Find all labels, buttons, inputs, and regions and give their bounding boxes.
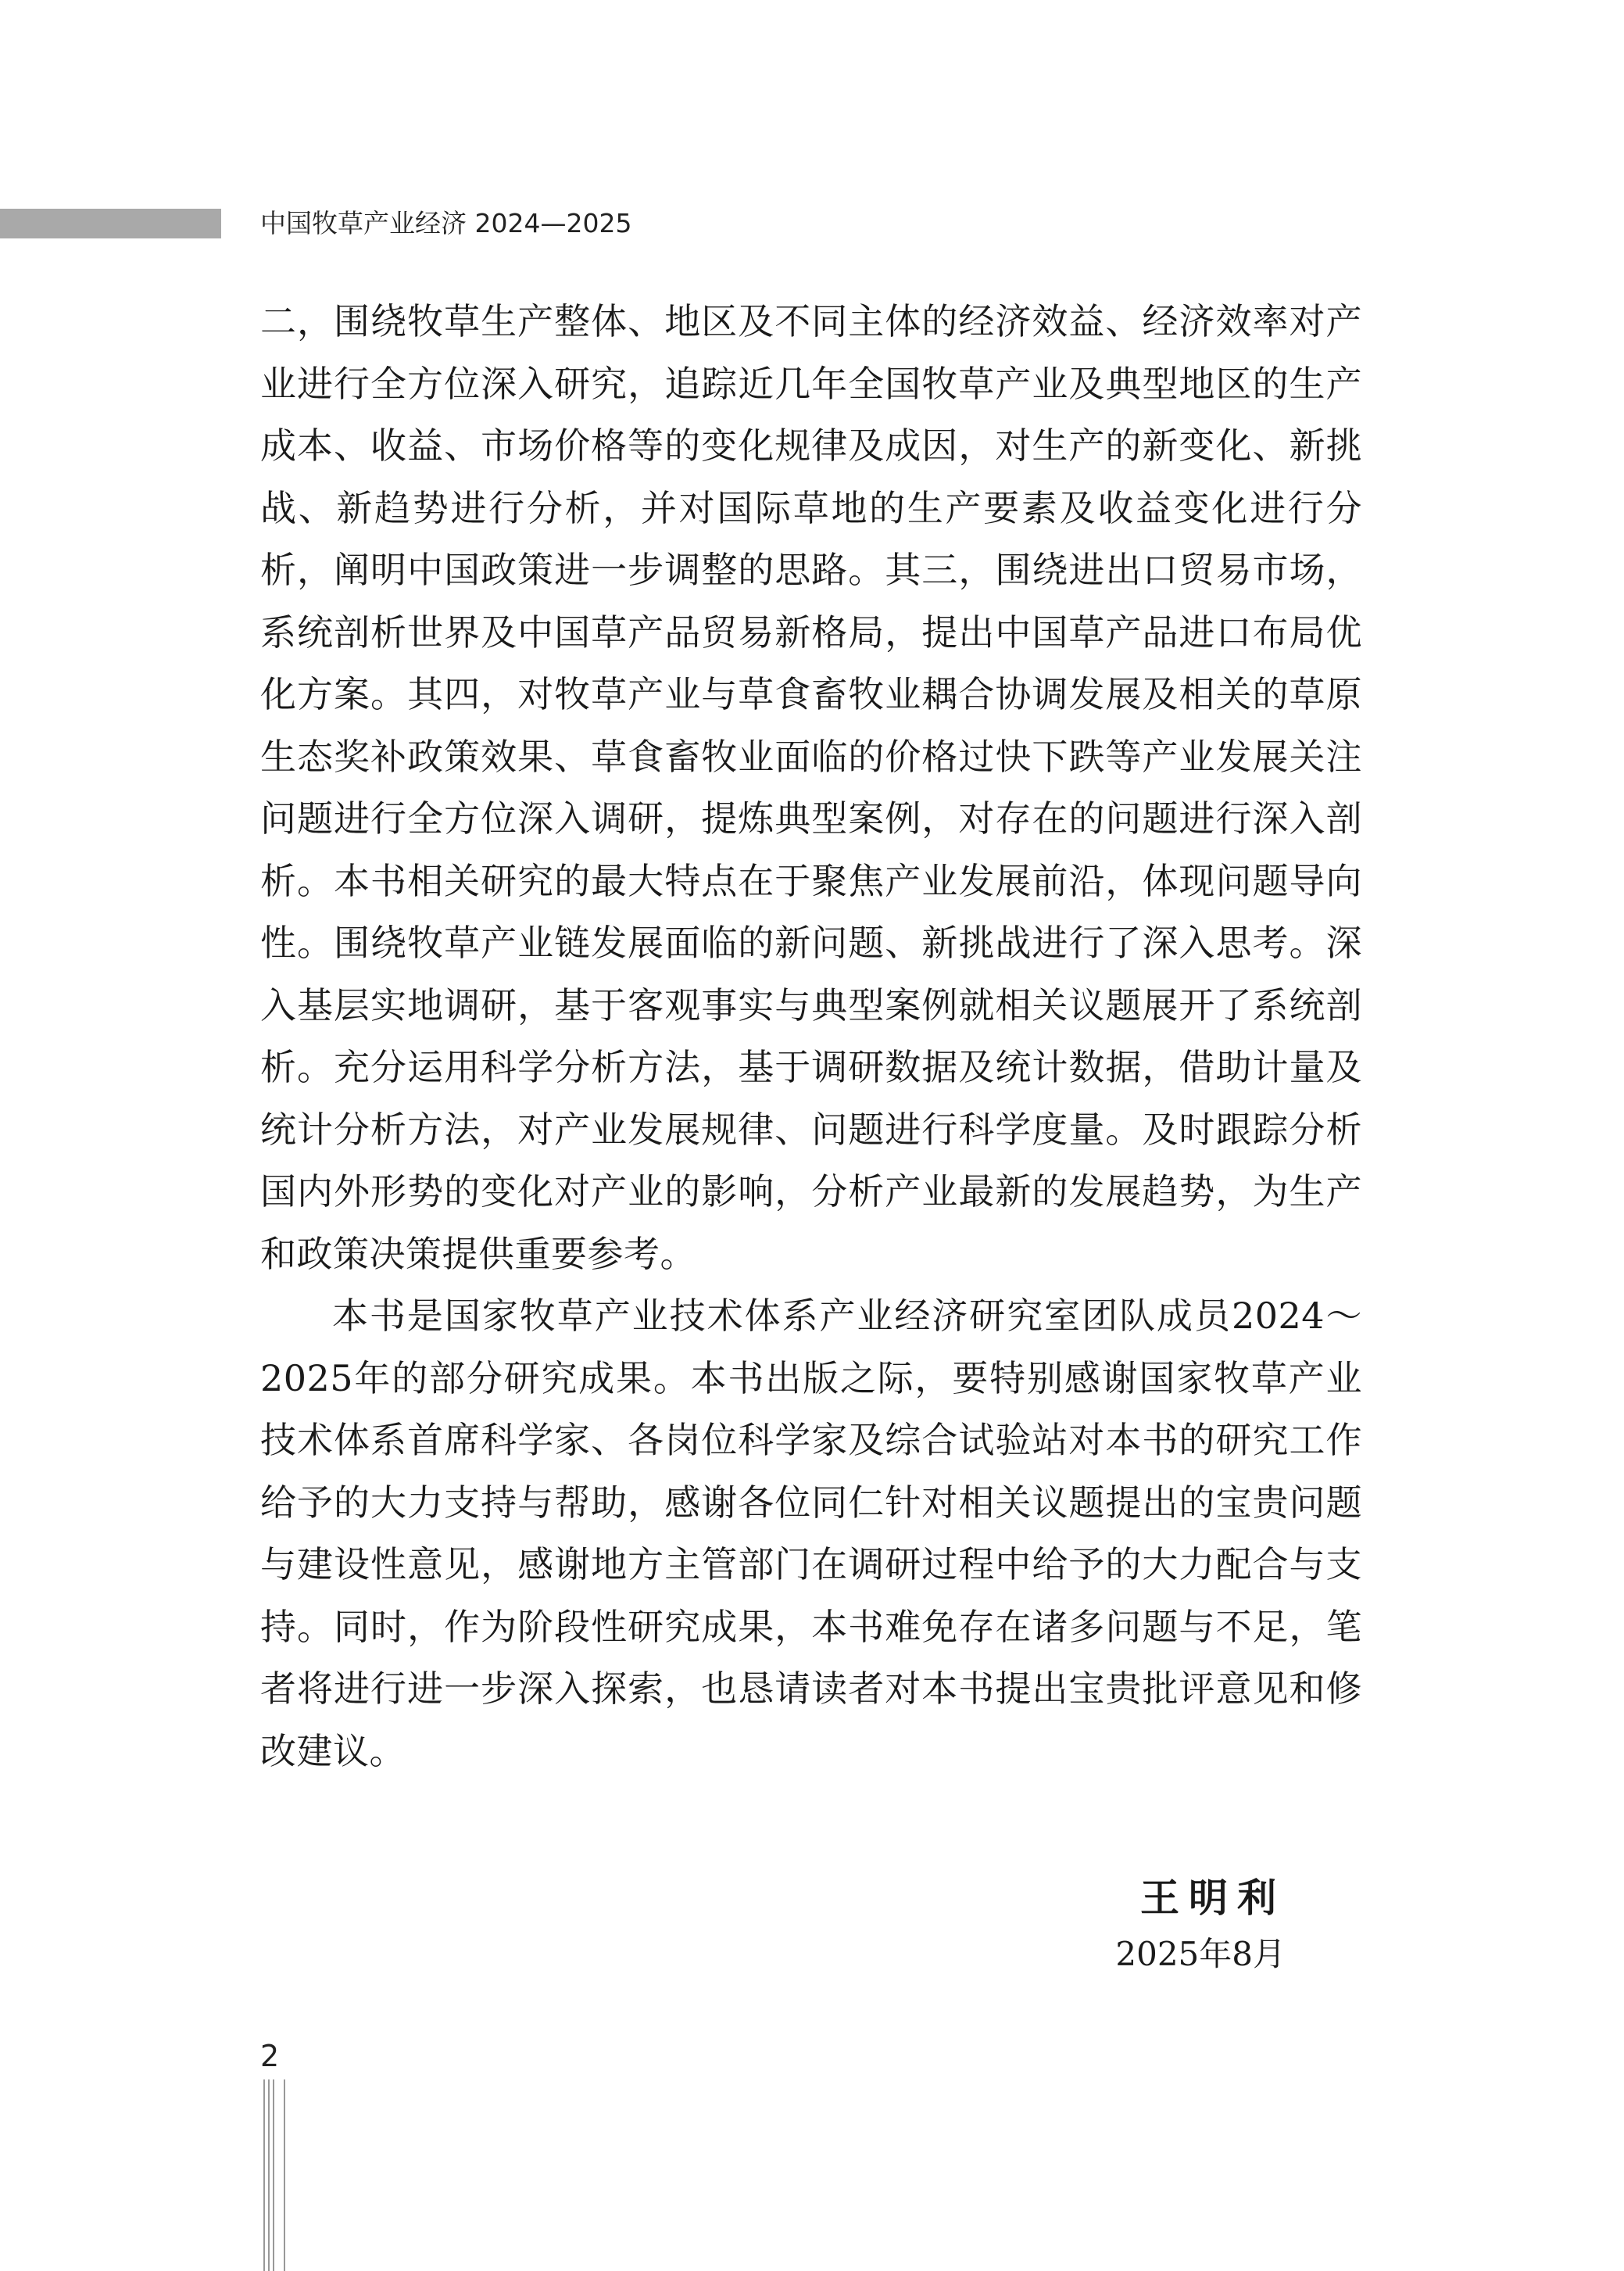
body-text <box>260 291 1362 1782</box>
paragraph-acknowledgement: 本书是国家牧草产业技术体系产业经济研究室团队成员2024～2025年的部分研究成果。本书出版之际，要特别感谢国家牧草产业技术体系首席科学家、各岗位科学家及综合试验站对本书的研究工作给予的大力支持与帮助，感谢各位同仁针对相关议题提出的宝贵问题与建设性意见，感谢地方主管部门在调研过程中给予的大力配合与支持。同时，作为阶段性研究成果，本书难免存在诸多问题与不足，笔者将进行进一步深入探索，也恳请读者对本书提出宝贵批评意见和修改建议。 <box>260 1295 1362 1772</box>
paragraph-continuation: 二，围绕牧草生产整体、地区及不同主体的经济效益、经济效率对产业进行全方位深入研究，追踪近几年全国牧草产业及典型地区的生产成本、收益、市场价格等的变化规律及成因，对生产的新变化、新挑战、新趋势进行分析，并对国际草地的生产要素及收益变化进行分析，阐明中国政策进一步调整的思路。其三，围绕进出口贸易市场，系统剖析世界及中国草产品贸易新格局，提出中国草产品进口布局优化方案。其四，对牧草产业与草食畜牧业耦合协调发展及相关的草原生态奖补政策效果、草食畜牧业面临的价格过快下跌等产业发展关注问题进行全方位深入调研，提炼典型案例，对存在的问题进行深入剖析。本书相关研究的最大特点在于聚焦产业发展前沿，体现问题导向性。围绕牧草产业链发展面临的新问题、新挑战进行了深入思考。深入基层实地调研，基于客观事实与典型案例就相关议题展开了系统剖析。充分运用科学分析方法，基于调研数据及统计数据，借助计量及统计分析方法，对产业发展规律、问题进行科学度量。及时跟踪分析国内外形势的变化对产业的影响，分析产业最新的发展趋势，为生产和政策决策提供重要参考。 <box>260 300 1362 1275</box>
running-header-title: 中国牧草产业经济 2024—2025 <box>260 208 632 238</box>
header-decoration-bar <box>0 209 221 238</box>
signature-date: 2025年8月 <box>1115 1935 1286 1973</box>
page-number: 2 <box>260 2039 280 2073</box>
page-edge-rules <box>263 2079 287 2271</box>
author-signature: 王明利 <box>1140 1875 1286 1921</box>
